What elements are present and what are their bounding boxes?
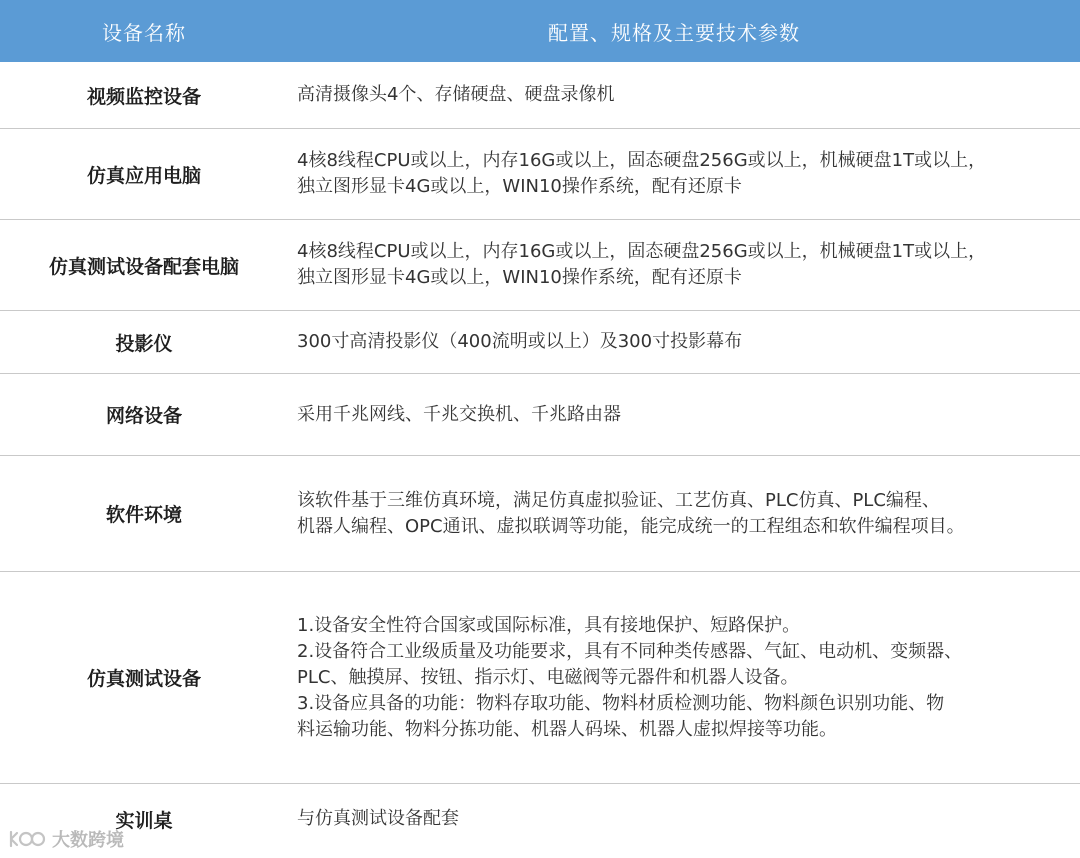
device-name-cell: 仿真测试设备配套电脑 <box>48 255 239 278</box>
spec-cell: 高清摄像头4个、存储硬盘、硬盘录像机 <box>297 84 615 105</box>
spec-cell: 4核8线程CPU或以上，内存16G或以上，固态硬盘256G或以上，机械硬盘1T或以上， 独立图形显卡4G或以上，WIN10操作系统，配有还原卡 <box>297 150 987 197</box>
device-name-cell: 投影仪 <box>115 332 173 355</box>
watermark-text: 大数跨境 <box>52 830 124 851</box>
spec-cell: 采用千兆网线、千兆交换机、千兆路由器 <box>297 403 621 425</box>
table-row <box>0 374 1080 456</box>
logo-icon <box>8 828 48 850</box>
table-header <box>0 0 1080 62</box>
spec-cell: 该软件基于三维仿真环境，满足仿真虚拟验证、工艺仿真、PLC仿真、PLC编程、 机器人编程、OPC通讯、虚拟联调等功能，能完成统一的工程组态和软件编程项目。 <box>297 489 965 537</box>
table-row <box>0 129 1080 220</box>
spec-cell: 与仿真测试设备配套 <box>297 808 459 829</box>
header-spec: 配置、规格及主要技术参数 <box>548 20 800 45</box>
device-name-cell: 仿真测试设备 <box>86 668 201 690</box>
device-name-cell: 视频监控设备 <box>86 85 201 108</box>
watermark <box>8 826 124 852</box>
spec-cell: 4核8线程CPU或以上，内存16G或以上，固态硬盘256G或以上，机械硬盘1T或以上， 独立图形显卡4G或以上，WIN10操作系统，配有还原卡 <box>297 241 987 288</box>
table-row <box>0 784 1080 854</box>
table-row <box>0 220 1080 311</box>
device-name-cell: 实训桌 <box>115 809 173 832</box>
spec-cell: 300寸高清投影仪（400流明或以上）及300寸投影幕布 <box>297 331 743 352</box>
table-row <box>0 62 1080 129</box>
table-row <box>0 456 1080 572</box>
device-name-cell: 软件环境 <box>105 504 182 526</box>
device-name-cell: 仿真应用电脑 <box>86 164 201 187</box>
spec-cell: 1.设备安全性符合国家或国际标准，具有接地保护、短路保护。 2.设备符合工业级质量及功能要求，具有不同种类传感器、气缸、电动机、变频器、 PLC、触摸屏、按钮、指示灯、电磁阀等元器件和机器人设备。 3.设备应具备的功能：物料存取功能、物料材质检测功能、物料颜色识别功能、物 料运输功能、物料分拣功能、机器人码垛、机器人虚拟焊接等功能。 <box>297 614 963 740</box>
table-row <box>0 311 1080 374</box>
table-row <box>0 572 1080 784</box>
header-device-name: 设备名称 <box>102 20 186 45</box>
device-name-cell: 网络设备 <box>105 405 182 427</box>
